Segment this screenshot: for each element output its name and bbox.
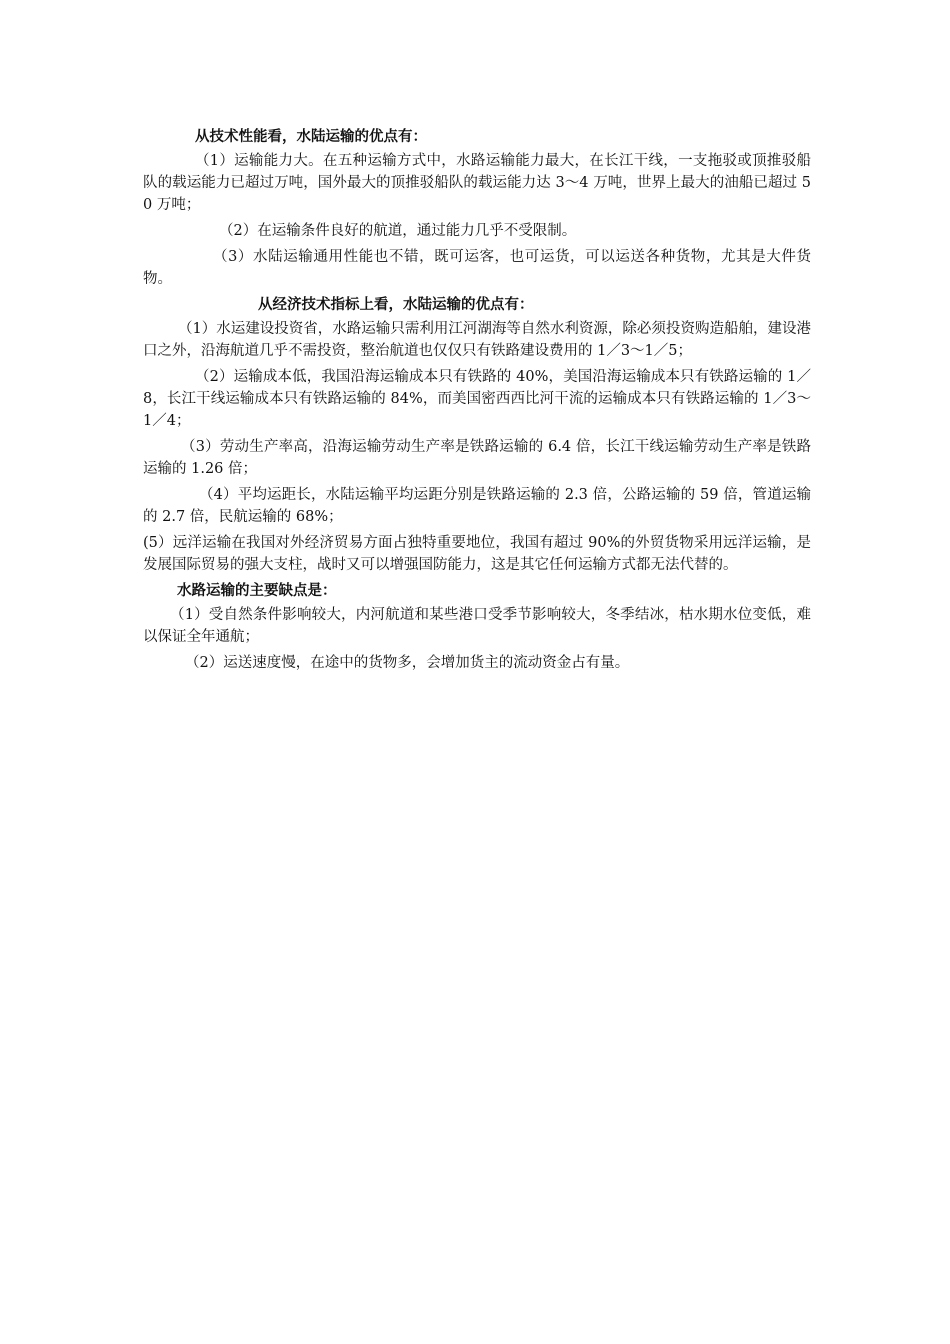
paragraph-channel-capacity: （2）在运输条件良好的航道，通过能力几乎不受限制。 — [219, 223, 577, 239]
paragraph-slow-speed: （2）运送速度慢，在途中的货物多，会增加货主的流动资金占有量。 — [185, 655, 630, 671]
paragraph-versatility: （3）水陆运输通用性能也不错，既可运客，也可运货，可以运送各种货物，尤其是大件货物。 — [143, 249, 811, 287]
document-page — [143, 126, 811, 678]
section-heading-economic: 从经济技术指标上看，水陆运输的优点有： — [258, 297, 534, 313]
paragraph-productivity: （3）劳动生产率高，沿海运输劳动生产率是铁路运输的 6.4 倍，长江干线运输劳动生产率是铁路运输的 1.26 倍； — [143, 439, 811, 477]
paragraph-low-investment: （1）水运建设投资省，水路运输只需利用江河湖海等自然水利资源，除必须投资购造船舶，建设港口之外，沿海航道几乎不需投资，整治航道也仅仅只有铁路建设费用的 1／3～1／5； — [143, 321, 811, 359]
paragraph-transport-capacity: （1）运输能力大。在五种运输方式中，水路运输能力最大，在长江干线，一支拖驳或顶推驳船队的载运能力已超过万吨，国外最大的顶推驳船队的载运能力达 3～4 万吨，世界上最大的油船已超过 50 万吨； — [143, 153, 811, 213]
section-heading-technical: 从技术性能看，水陆运输的优点有： — [195, 129, 427, 145]
paragraph-ocean-shipping: (5）远洋运输在我国对外经济贸易方面占独特重要地位，我国有超过 90%的外贸货物采用远洋运输，是发展国际贸易的强大支柱，战时又可以增强国防能力，这是其它任何运输方式都无法代替的。 — [143, 535, 811, 573]
section-heading-disadvantages: 水路运输的主要缺点是： — [177, 583, 337, 599]
paragraph-average-distance: （4）平均运距长，水陆运输平均运距分别是铁路运输的 2.3 倍，公路运输的 59 倍，管道运输的 2.7 倍，民航运输的 68%； — [143, 487, 811, 525]
paragraph-low-cost: （2）运输成本低，我国沿海运输成本只有铁路的 40%，美国沿海运输成本只有铁路运输的 1／8，长江干线运输成本只有铁路运输的 84%，而美国密西西比河干流的运输成本只有铁路运输的 1／3～1／4； — [143, 369, 811, 429]
paragraph-natural-conditions: （1）受自然条件影响较大，内河航道和某些港口受季节影响较大，冬季结冰，枯水期水位变低，难以保证全年通航； — [143, 607, 811, 645]
